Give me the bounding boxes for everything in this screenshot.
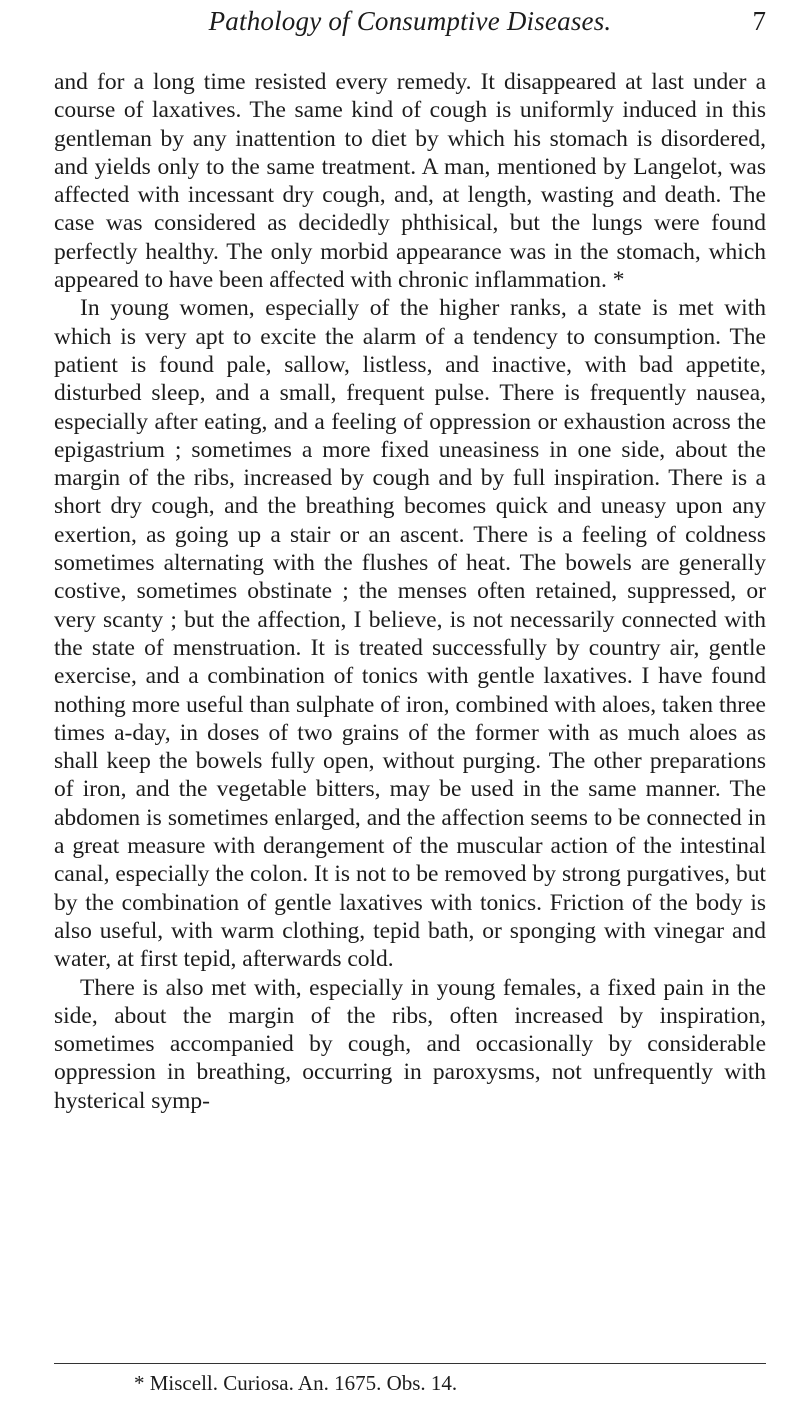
paragraph-continued: and for a long time resisted every remedy. It disappeared at last under a course of laxatives. The same kind of cough is uniformly induced in this gentleman by any inattention to diet by which his stomach is disordered, and yields only to the same treatment. A man, mentioned by Langelot, was affected with incessant dry cough, and, at length, wasting and death. The case was considered as decidedly phthisical, but the lungs were found perfectly healthy. The only morbid appearance was in the stomach, which appeared to have been affected with chronic inflammation. * (54, 69, 766, 294)
paragraph-young-women: In young women, especially of the higher ranks, a state is met with which is very apt to excite the alarm of a tendency to consumption. The patient is found pale, sallow, listless, and inactive, with bad appetite, disturbed sleep, and a small, frequent pulse. There is frequently nausea, especially after eating, and a feeling of oppression or exhaustion across the epigastrium ; sometimes a more fixed uneasiness in one side, about the margin of the ribs, increased by cough and by full inspiration. There is a short dry cough, and the breathing becomes quick and uneasy upon any exertion, as going up a stair or an ascent. There is a feeling of coldness sometimes alternating with the flushes of heat. The bowels are generally costive, sometimes obstinate ; the menses often retained, suppressed, or very scanty ; but the affection, I believe, is not necessarily connected with the state of menstruation. It is treated successfully by country air, gentle exercise, and a combination of tonics with gentle laxatives. I have found nothing more useful than sulphate of iron, combined with aloes, taken three times a-day, in doses of two grains of the former with as much aloes as shall keep the bowels fully open, without purging. The other preparations of iron, and the vegetable bitters, may be used in the same manner. The abdomen is sometimes enlarged, and the affection seems to be connected in a great measure with derangement of the muscular action of the intestinal canal, especially the colon. It is not to be removed by strong purgatives, but by the combination of gentle laxatives with tonics. Friction of the body is also useful, with warm clothing, tepid bath, or sponging with vinegar and water, at first tepid, afterwards cold. (54, 295, 766, 973)
footnote: * Miscell. Curiosa. An. 1675. Obs. 14. (134, 1371, 458, 1395)
body-text (54, 68, 766, 1115)
running-title: Pathology of Consumptive Diseases. (208, 6, 612, 36)
paragraph-fixed-pain: There is also met with, especially in young females, a fixed pain in the side, about the margin of the ribs, often increased by inspiration, sometimes accompanied by cough, and occasionally by considerable oppression in breathing, occurring in paroxysms, not unfrequently with hysterical symp- (54, 974, 766, 1114)
book-page (54, 0, 766, 1417)
footnote-rule (54, 1363, 766, 1364)
page-number: 7 (752, 6, 766, 36)
running-head (54, 4, 766, 40)
